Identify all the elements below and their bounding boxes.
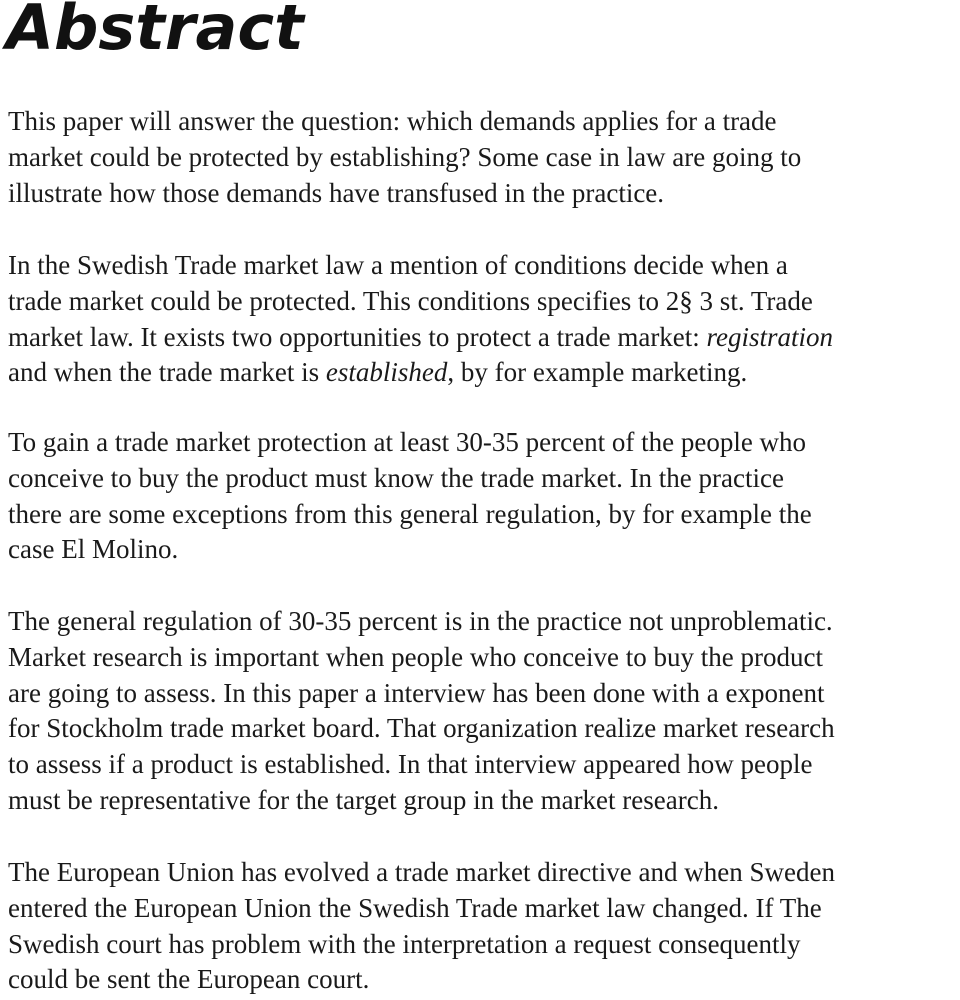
paragraph-5	[8, 855, 958, 998]
paragraph-line: In the Swedish Trade market law a mention of conditions decide when a	[8, 250, 788, 280]
paragraph-line: Market research is important when people who conceive to buy the product	[8, 641, 823, 672]
paragraph-line: could be sent the European court.	[8, 964, 370, 995]
paragraph-line	[8, 355, 958, 391]
paragraph-line	[8, 320, 958, 356]
paragraph-line: This paper will answer the question: which demands applies for a trade	[8, 106, 777, 136]
page-title: Abstract	[6, 0, 304, 64]
paragraph-line: case El Molino.	[8, 534, 179, 565]
italic-term-established: established	[325, 357, 448, 388]
paragraph-line: to assess if a product is established. In that interview appeared how people	[8, 749, 813, 780]
paragraph-1	[8, 104, 958, 211]
paragraph-4	[8, 604, 958, 819]
line-text: and when the trade market is	[8, 357, 326, 388]
paragraph-line: are going to assess. In this paper a interview has been done with a exponent	[8, 677, 825, 708]
paragraph-line: Swedish court has problem with the interpretation a request consequently	[8, 928, 801, 959]
paragraph-line: To gain a trade market protection at least 30-35 percent of the people who	[8, 427, 807, 457]
paragraph-line: The European Union has evolved a trade market directive and when Sweden	[8, 857, 835, 887]
italic-term-registration: registration	[706, 321, 834, 352]
paragraph-line: entered the European Union the Swedish Trade market law changed. If The	[8, 892, 822, 923]
paragraph-line: must be representative for the target group in the market research.	[8, 784, 719, 815]
line-text: market law. It exists two opportunities to protect a trade market:	[8, 321, 707, 352]
paragraph-2	[8, 248, 958, 391]
paragraph-line: trade market could be protected. This conditions specifies to 2§ 3 st. Trade	[8, 285, 813, 316]
paragraph-line: The general regulation of 30-35 percent is in the practice not unproblematic.	[8, 606, 833, 636]
paragraph-line: conceive to buy the product must know the trade market. In the practice	[8, 462, 784, 493]
paragraph-line: market could be protected by establishing? Some case in law are going to	[8, 141, 802, 172]
paragraph-line: there are some exceptions from this general regulation, by for example the	[8, 498, 812, 529]
paragraph-line: for Stockholm trade market board. That organization realize market research	[8, 713, 835, 744]
paragraph-line: illustrate how those demands have transfused in the practice.	[8, 177, 665, 208]
paragraph-3	[8, 425, 958, 568]
line-text: , by for example marketing.	[447, 357, 748, 388]
